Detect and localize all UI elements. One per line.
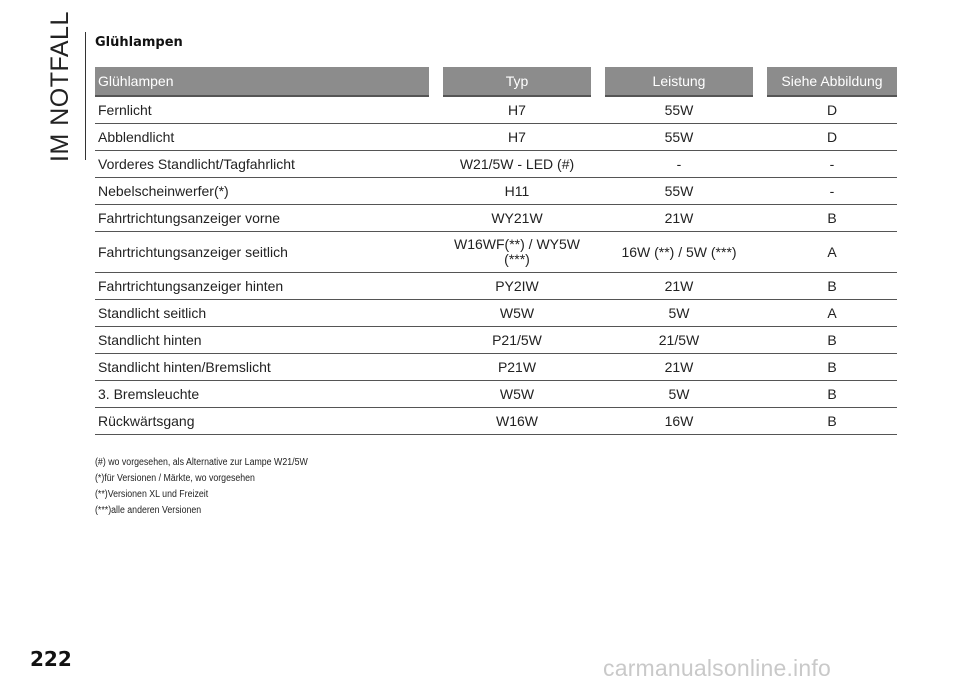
table-row bbox=[95, 381, 897, 408]
cell-figure: D bbox=[767, 124, 897, 151]
table-row bbox=[95, 96, 897, 124]
cell-gap bbox=[429, 232, 443, 273]
cell-figure: B bbox=[767, 381, 897, 408]
cell-type: H7 bbox=[443, 96, 591, 124]
cell-gap bbox=[429, 354, 443, 381]
cell-gap bbox=[591, 124, 605, 151]
table-row bbox=[95, 124, 897, 151]
cell-gap bbox=[429, 273, 443, 300]
cell-gap bbox=[429, 96, 443, 124]
cell-type: W16W bbox=[443, 408, 591, 435]
table-row bbox=[95, 408, 897, 435]
cell-figure: B bbox=[767, 273, 897, 300]
cell-power: 21W bbox=[605, 354, 753, 381]
cell-bulb: Fahrtrichtungsanzeiger seitlich bbox=[95, 232, 429, 273]
table-row bbox=[95, 354, 897, 381]
cell-gap bbox=[591, 408, 605, 435]
cell-gap bbox=[753, 273, 767, 300]
header-gap bbox=[591, 67, 605, 96]
cell-bulb: Abblendlicht bbox=[95, 124, 429, 151]
cell-bulb: Standlicht hinten/Bremslicht bbox=[95, 354, 429, 381]
cell-gap bbox=[591, 232, 605, 273]
cell-figure: - bbox=[767, 151, 897, 178]
cell-figure: B bbox=[767, 354, 897, 381]
cell-type: H7 bbox=[443, 124, 591, 151]
cell-bulb: Fernlicht bbox=[95, 96, 429, 124]
cell-bulb: Standlicht hinten bbox=[95, 327, 429, 354]
header-bulb: Glühlampen bbox=[95, 67, 429, 96]
page-number: 222 bbox=[30, 647, 72, 671]
cell-type: P21W bbox=[443, 354, 591, 381]
cell-figure: A bbox=[767, 232, 897, 273]
table-row bbox=[95, 178, 897, 205]
cell-gap bbox=[591, 354, 605, 381]
cell-figure: A bbox=[767, 300, 897, 327]
table-row bbox=[95, 205, 897, 232]
table-row bbox=[95, 300, 897, 327]
cell-gap bbox=[429, 381, 443, 408]
section-label: IM NOTFALL bbox=[46, 11, 74, 162]
cell-gap bbox=[753, 205, 767, 232]
bulb-table-wrapper bbox=[95, 67, 897, 435]
cell-gap bbox=[753, 124, 767, 151]
cell-gap bbox=[753, 327, 767, 354]
watermark: carmanualsonline.info bbox=[603, 655, 831, 681]
cell-gap bbox=[753, 96, 767, 124]
cell-power: 5W bbox=[605, 300, 753, 327]
cell-gap bbox=[753, 408, 767, 435]
cell-type: PY2IW bbox=[443, 273, 591, 300]
page-title: Glühlampen bbox=[95, 35, 183, 50]
cell-power: - bbox=[605, 151, 753, 178]
cell-gap bbox=[429, 327, 443, 354]
footnote: (**)Versionen XL und Freizeit bbox=[95, 489, 209, 500]
cell-power: 5W bbox=[605, 381, 753, 408]
cell-bulb: Fahrtrichtungsanzeiger hinten bbox=[95, 273, 429, 300]
side-rule bbox=[85, 32, 86, 160]
cell-power: 16W bbox=[605, 408, 753, 435]
cell-gap bbox=[753, 354, 767, 381]
table-row bbox=[95, 327, 897, 354]
cell-gap bbox=[429, 124, 443, 151]
header-gap bbox=[429, 67, 443, 96]
header-type: Typ bbox=[443, 67, 591, 96]
cell-gap bbox=[591, 205, 605, 232]
cell-type: P21/5W bbox=[443, 327, 591, 354]
cell-gap bbox=[429, 300, 443, 327]
footnote: (#) wo vorgesehen, als Alternative zur Lampe W21/5W bbox=[95, 457, 308, 468]
cell-gap bbox=[753, 232, 767, 273]
cell-gap bbox=[591, 300, 605, 327]
table-body bbox=[95, 96, 897, 435]
cell-bulb: Nebelscheinwerfer(*) bbox=[95, 178, 429, 205]
footnote: (***)alle anderen Versionen bbox=[95, 505, 202, 516]
cell-gap bbox=[753, 151, 767, 178]
cell-bulb: Vorderes Standlicht/Tagfahrlicht bbox=[95, 151, 429, 178]
header-gap bbox=[753, 67, 767, 96]
cell-bulb: Standlicht seitlich bbox=[95, 300, 429, 327]
cell-gap bbox=[429, 151, 443, 178]
cell-type: W5W bbox=[443, 300, 591, 327]
cell-power: 21/5W bbox=[605, 327, 753, 354]
table-row bbox=[95, 232, 897, 273]
cell-gap bbox=[753, 381, 767, 408]
cell-power: 55W bbox=[605, 178, 753, 205]
cell-gap bbox=[591, 178, 605, 205]
cell-gap bbox=[753, 300, 767, 327]
table-row bbox=[95, 151, 897, 178]
cell-type: H11 bbox=[443, 178, 591, 205]
cell-figure: B bbox=[767, 327, 897, 354]
cell-type: W5W bbox=[443, 381, 591, 408]
footnote: (*)für Versionen / Märkte, wo vorgesehen bbox=[95, 473, 255, 484]
cell-gap bbox=[753, 178, 767, 205]
cell-figure: - bbox=[767, 178, 897, 205]
cell-power: 21W bbox=[605, 205, 753, 232]
cell-figure: B bbox=[767, 205, 897, 232]
header-power: Leistung bbox=[605, 67, 753, 96]
cell-gap bbox=[429, 205, 443, 232]
cell-type: W16WF(**) / WY5W (***) bbox=[443, 232, 591, 273]
cell-power: 16W (**) / 5W (***) bbox=[605, 232, 753, 273]
cell-bulb: Fahrtrichtungsanzeiger vorne bbox=[95, 205, 429, 232]
table-header-row bbox=[95, 67, 897, 96]
cell-gap bbox=[591, 96, 605, 124]
cell-power: 55W bbox=[605, 124, 753, 151]
table-row bbox=[95, 273, 897, 300]
cell-power: 21W bbox=[605, 273, 753, 300]
cell-bulb: Rückwärtsgang bbox=[95, 408, 429, 435]
cell-power: 55W bbox=[605, 96, 753, 124]
cell-figure: D bbox=[767, 96, 897, 124]
cell-gap bbox=[591, 273, 605, 300]
footnotes bbox=[95, 455, 308, 519]
cell-gap bbox=[591, 381, 605, 408]
bulb-table bbox=[95, 67, 897, 435]
header-figure: Siehe Abbildung bbox=[767, 67, 897, 96]
cell-gap bbox=[591, 151, 605, 178]
cell-gap bbox=[429, 408, 443, 435]
cell-type: WY21W bbox=[443, 205, 591, 232]
cell-type: W21/5W - LED (#) bbox=[443, 151, 591, 178]
cell-gap bbox=[591, 327, 605, 354]
cell-bulb: 3. Bremsleuchte bbox=[95, 381, 429, 408]
cell-gap bbox=[429, 178, 443, 205]
cell-figure: B bbox=[767, 408, 897, 435]
